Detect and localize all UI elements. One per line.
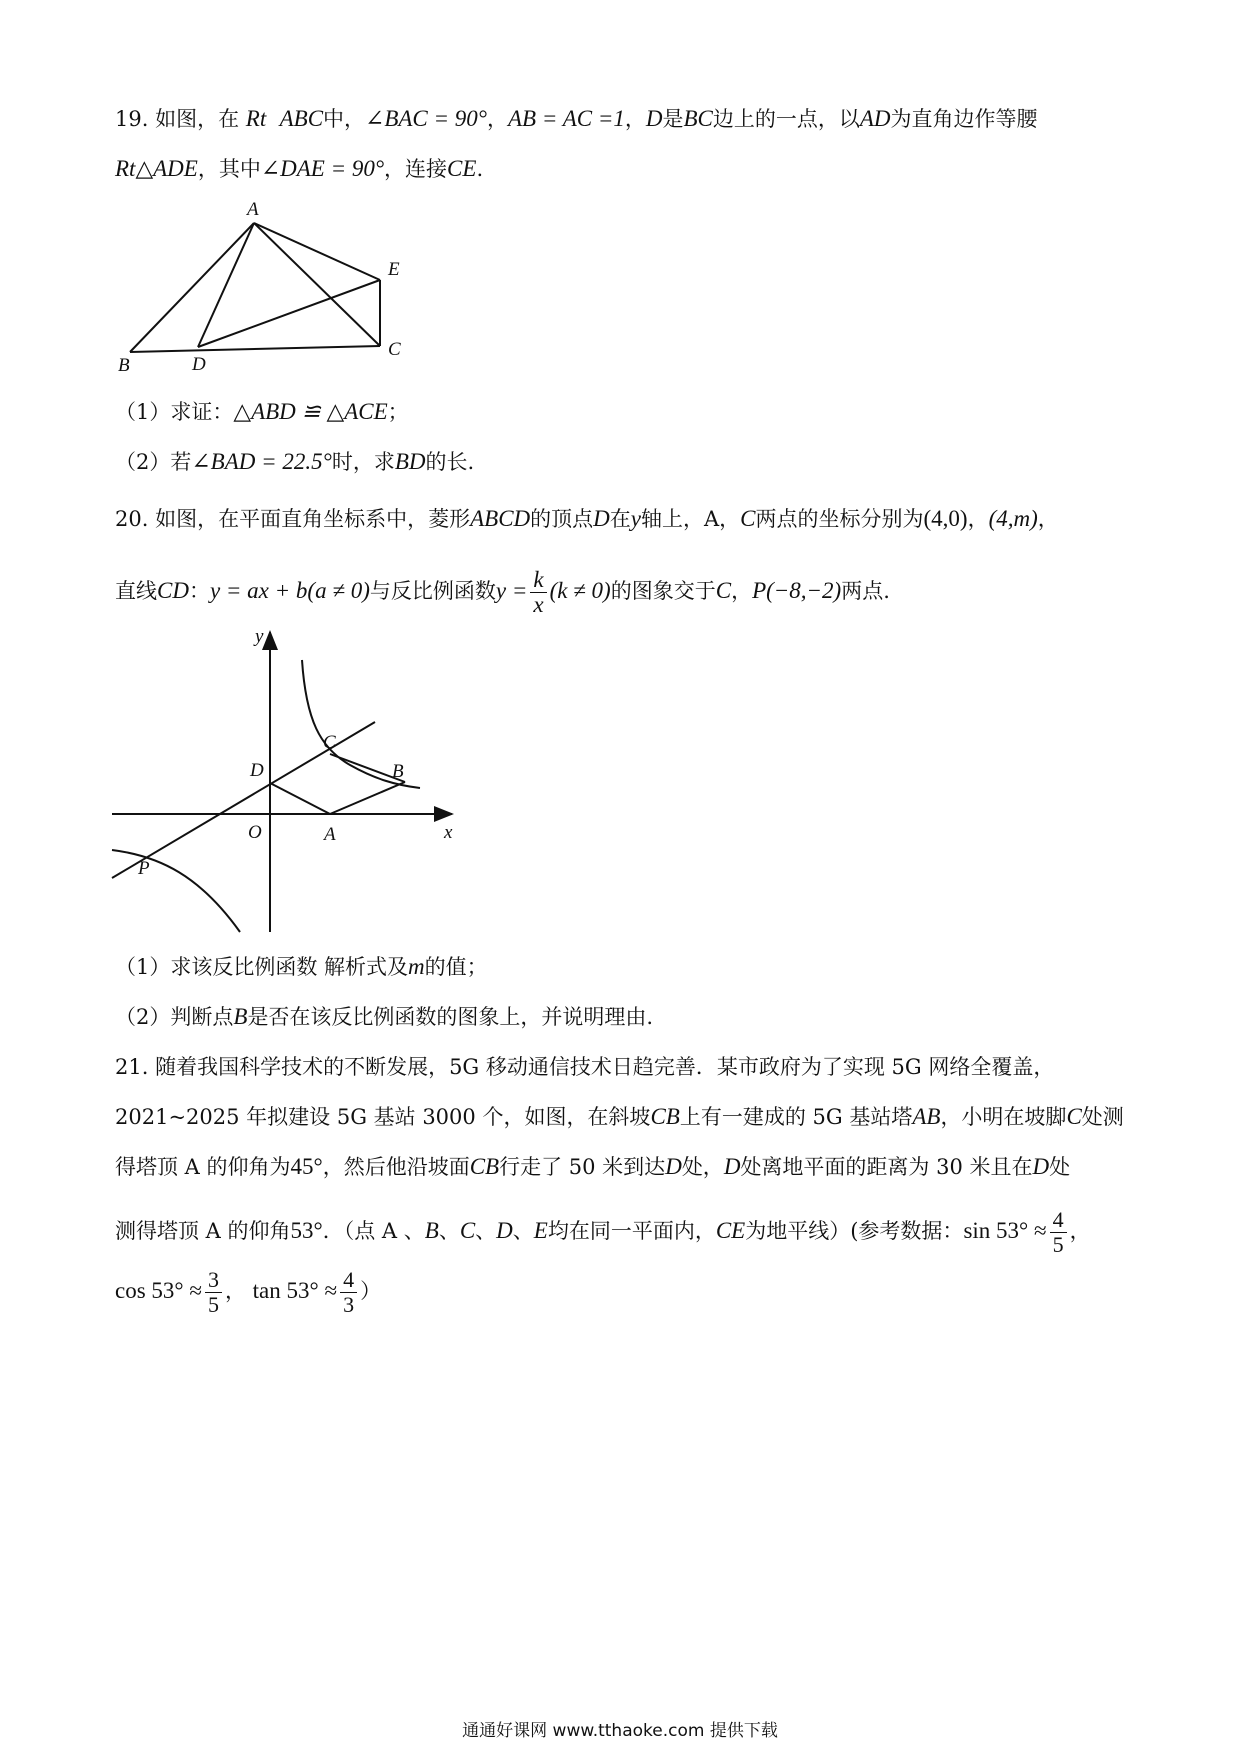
label-e: E xyxy=(388,259,400,280)
label-c: C xyxy=(388,339,401,360)
q21-line-3: 得塔顶 A 的仰角为45°，然后他沿坡面CB行走了 50 米到达D处，D处离地平面的距离为 30 米且在D处 xyxy=(115,1154,1071,1179)
page-footer: 通通好课网 www.tthaoke.com 提供下载 xyxy=(462,1721,778,1741)
segment-ae xyxy=(254,223,380,280)
q20-line-1: 20. 如图，在平面直角坐标系中，菱形ABCD的顶点D在y轴上，A，C两点的坐标分别为(4,0)，(4,m)， xyxy=(115,506,1059,531)
label-o: O xyxy=(248,822,262,843)
q20-figure xyxy=(110,620,470,940)
q21-line-5: cos 53° ≈ $\frac{3}{5}$ ， tan 53° ≈ $\frac{4}{3}$ ） xyxy=(115,1267,382,1317)
fraction-cos53: $\frac{3}{5}$ xyxy=(205,1268,222,1317)
hyperbola-branch-2 xyxy=(112,850,240,932)
q19-subquestion-1: （1）求证：△ABD ≌ △ACE； xyxy=(115,399,409,424)
rhombus-ab xyxy=(330,782,405,814)
q20-subquestion-2: （2）判断点B是否在该反比例函数的图象上，并说明理由. xyxy=(115,1004,654,1029)
fraction-k-over-x: $\frac{k}{x}$ xyxy=(530,568,546,617)
q20-line-2: 直线CD：y = ax + b(a ≠ 0)与反比例函数y = $\frac{k}{x}$ (k ≠ 0)的图象交于C，P(−8,−2)两点. xyxy=(115,567,890,617)
q19-line-1: 19. 如图，在 Rt ABC中，∠BAC = 90°，AB = AC =1，D是BC边上的一点，以AD为直角边作等腰 xyxy=(115,106,1038,131)
label-p: P xyxy=(138,858,150,879)
label-b: B xyxy=(392,761,404,782)
q19-line-2: Rt△ADE，其中∠DAE = 90°，连接CE. xyxy=(115,156,484,181)
segment-bc xyxy=(130,346,380,352)
label-b: B xyxy=(118,355,130,376)
rhombus-da xyxy=(270,783,330,814)
label-d: D xyxy=(192,354,206,375)
label-c: C xyxy=(323,732,336,753)
q21-line-1: 21. 随着我国科学技术的不断发展，5G 移动通信技术日趋完善．某市政府为了实现 5G 网络全覆盖， xyxy=(115,1055,1055,1079)
label-a: A xyxy=(324,824,336,845)
label-x: x xyxy=(444,822,453,843)
label-a: A xyxy=(247,199,259,220)
q21-line-2: 2021~2025 年拟建设 5G 基站 3000 个，如图，在斜坡CB上有一建成的 5G 基站塔AB，小明在坡脚C处测 xyxy=(115,1104,1124,1129)
q19-figure xyxy=(110,195,430,380)
segment-ad xyxy=(198,223,254,347)
segment-de xyxy=(198,280,380,347)
q20-subquestion-1: （1）求该反比例函数 解析式及m的值； xyxy=(115,954,488,979)
fraction-sin53: $\frac{4}{5}$ xyxy=(1050,1208,1067,1257)
segment-ac xyxy=(254,223,380,346)
fraction-tan53: $\frac{4}{3}$ xyxy=(340,1268,357,1317)
q19-subquestion-2: （2）若∠BAD = 22.5°时，求BD的长. xyxy=(115,449,475,474)
q21-line-4: 测得塔顶 A 的仰角53°．（点 A 、B、C、D、E均在同一平面内，CE为地平线）(参考数据：sin 53° ≈ $\frac{4}{5}$ ， xyxy=(115,1207,1091,1257)
label-y: y xyxy=(255,626,264,647)
label-d: D xyxy=(250,760,264,781)
